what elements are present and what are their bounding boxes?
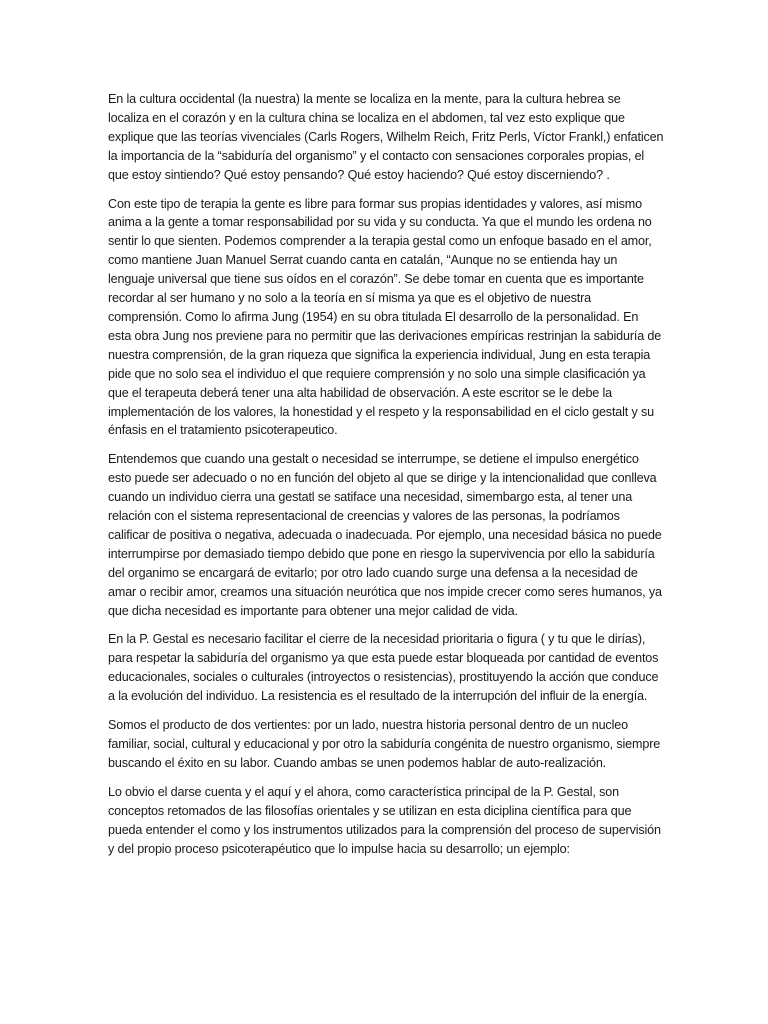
paragraph-4: En la P. Gestal es necesario facilitar el cierre de la necesidad prioritaria o figura ( y tu que le dirías), para respetar la sabiduría del organismo ya que esta puede estar bloqueada por cantidad de eventos educacionales, sociales o culturales (introyectos o resistencias), prostituyendo la acción que conduce a la evolución del individuo. La resistencia es el resultado de la interrupción del influir de la energía.	[108, 632, 659, 704]
document-body	[108, 90, 664, 868]
paragraph-6: Lo obvio el darse cuenta y el aquí y el ahora, como característica principal de la P. Gestal, son conceptos retomados de las filosofías orientales y se utilizan en esta diciplina científica para que pueda entender el como y los instrumentos utilizados para la comprensión del proceso de supervisión y del propio proceso psicoterapéutico que lo impulse hacia su desarrollo; un ejemplo:	[108, 784, 661, 856]
paragraph-1: En la cultura occidental (la nuestra) la mente se localiza en la mente, para la cultura hebrea se localiza en el corazón y en la cultura china se localiza en el abdomen, tal vez esto explique que explique que las teorías vivenciales (Carls Rogers, Wilhelm Reich, Fritz Perls, Víctor Frankl,) enfaticen la importancia de la “sabiduría del organismo” y el contacto con sensaciones corporales propias, el que estoy sintiendo? Qué estoy pensando? Qué estoy haciendo? Qué estoy discerniendo? .	[108, 92, 664, 182]
paragraph-3: Entendemos que cuando una gestalt o necesidad se interrumpe, se detiene el impulso energético esto puede ser adecuado o no en función del objeto al que se dirige y la intencionalidad que conlleva cuando un individuo cierra una gestatl se satiface una necesidad, simembargo esta, al tener una relación con el sistema representacional de creencias y valores de las personas, la podríamos calificar de positiva o negativa, adecuada o inadecuada. Por ejemplo, una necesidad básica no puede interrumpirse por demasiado tiempo debido que pone en riesgo la supervivencia por ello la sabiduría del organimo se encargará de evitarlo; por otro lado cuando surge una defensa a la necesidad de amar o recibir amor, creamos una situación neurótica que nos impide crecer como seres humanos, ya que dicha necesidad es importante para obtener una mejor calidad de vida.	[108, 452, 662, 618]
paragraph-2: Con este tipo de terapia la gente es libre para formar sus propias identidades y valores, así mismo anima a la gente a tomar responsabilidad por su vida y su conducta. Ya que el mundo les ordena no sentir lo que sienten. Podemos comprender a la terapia gestal como un enfoque basado en el amor, como mantiene Juan Manuel Serrat cuando canta en catalán, “Aunque no se entienda hay un lenguaje universal que tiene sus oídos en el corazón”. Se debe tomar en cuenta que es importante recordar al ser humano y no solo a la teoría en sí misma ya que es el objetivo de nuestra comprensión. Como lo afirma Jung (1954) en su obra titulada El desarrollo de la personalidad. En esta obra Jung nos previene para no permitir que las derivaciones empíricas restrinjan la sabiduría de nuestra comprensión, de la gran riqueza que significa la experiencia individual, Jung en esta terapia pide que no solo sea el individuo el que requiere comprensión y no solo una simple clasificación ya que el terapeuta deberá tener una alta habilidad de observación. A este escritor se le debe la implementación de los valores, la honestidad y el respeto y la responsabilidad en el ciclo gestalt y su énfasis en el tratamiento psicoterapeutico.	[108, 196, 662, 438]
paragraph-5: Somos el producto de dos vertientes: por un lado, nuestra historia personal dentro de un nucleo familiar, social, cultural y educacional y por otro la sabiduría congénita de nuestro organismo, siempre buscando el éxito en su labor. Cuando ambas se unen podemos hablar de auto-realización.	[108, 718, 661, 770]
